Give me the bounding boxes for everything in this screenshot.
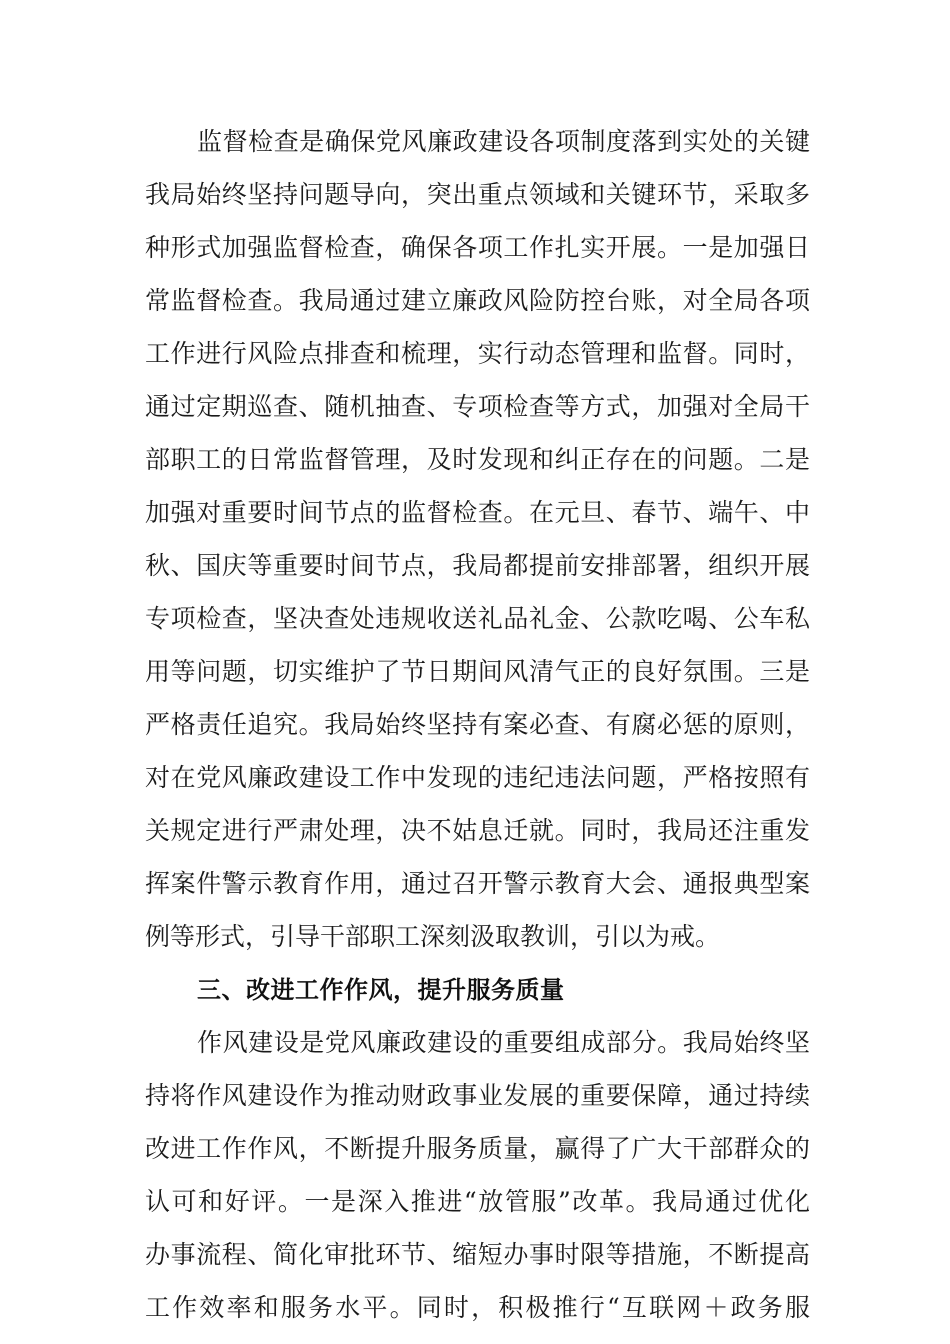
- paragraph-line: 通过定期巡查、随机抽查、专项检查等方式，加强对全局干: [145, 392, 810, 421]
- paragraph-line: 工作进行风险点排查和梳理，实行动态管理和监督。同时，: [145, 339, 810, 368]
- paragraph-line: 专项检查，坚决查处违规收送礼品礼金、公款吃喝、公车私: [145, 604, 810, 633]
- paragraph-line: 挥案件警示教育作用，通过召开警示教育大会、通报典型案: [145, 869, 810, 898]
- paragraph-line: 秋、国庆等重要时间节点，我局都提前安排部署，组织开展: [145, 551, 810, 580]
- paragraph-line: 例等形式，引导干部职工深刻汲取教训，引以为戒。: [145, 922, 721, 951]
- paragraph-line: 办事流程、简化审批环节、缩短办事时限等措施，不断提高: [145, 1240, 810, 1269]
- section-heading: 三、改进工作作风，提升服务质量: [197, 976, 565, 1004]
- paragraph-line: 种形式加强监督检查，确保各项工作扎实开展。一是加强日: [145, 233, 810, 262]
- paragraph-line: 严格责任追究。我局始终坚持有案必查、有腐必惩的原则，: [145, 710, 810, 739]
- paragraph-line: 认可和好评。一是深入推进“放管服”改革。我局通过优化: [145, 1187, 810, 1216]
- paragraph-line: 部职工的日常监督管理，及时发现和纠正存在的问题。二是: [145, 445, 810, 474]
- paragraph-line: 持将作风建设作为推动财政事业发展的重要保障，通过持续: [145, 1081, 810, 1110]
- paragraph-line: 常监督检查。我局通过建立廉政风险防控台账，对全局各项: [145, 286, 810, 315]
- paragraph-line: 加强对重要时间节点的监督检查。在元旦、春节、端午、中: [145, 498, 810, 527]
- paragraph-line: 改进工作作风，不断提升服务质量，赢得了广大干部群众的: [145, 1134, 810, 1163]
- paragraph-line: 关规定进行严肃处理，决不姑息迁就。同时，我局还注重发: [145, 816, 810, 845]
- paragraph-line: 作风建设是党风廉政建设的重要组成部分。我局始终坚: [197, 1028, 810, 1057]
- paragraph-line: 工作效率和服务水平。同时，积极推行“互联网＋政务服: [145, 1293, 810, 1322]
- paragraph-line: 监督检查是确保党风廉政建设各项制度落到实处的关键: [197, 127, 810, 156]
- paragraph-line: 我局始终坚持问题导向，突出重点领域和关键环节，采取多: [145, 180, 810, 209]
- paragraph-line: 用等问题，切实维护了节日期间风清气正的良好氛围。三是: [145, 657, 810, 686]
- paragraph-line: 对在党风廉政建设工作中发现的违纪违法问题，严格按照有: [145, 763, 810, 792]
